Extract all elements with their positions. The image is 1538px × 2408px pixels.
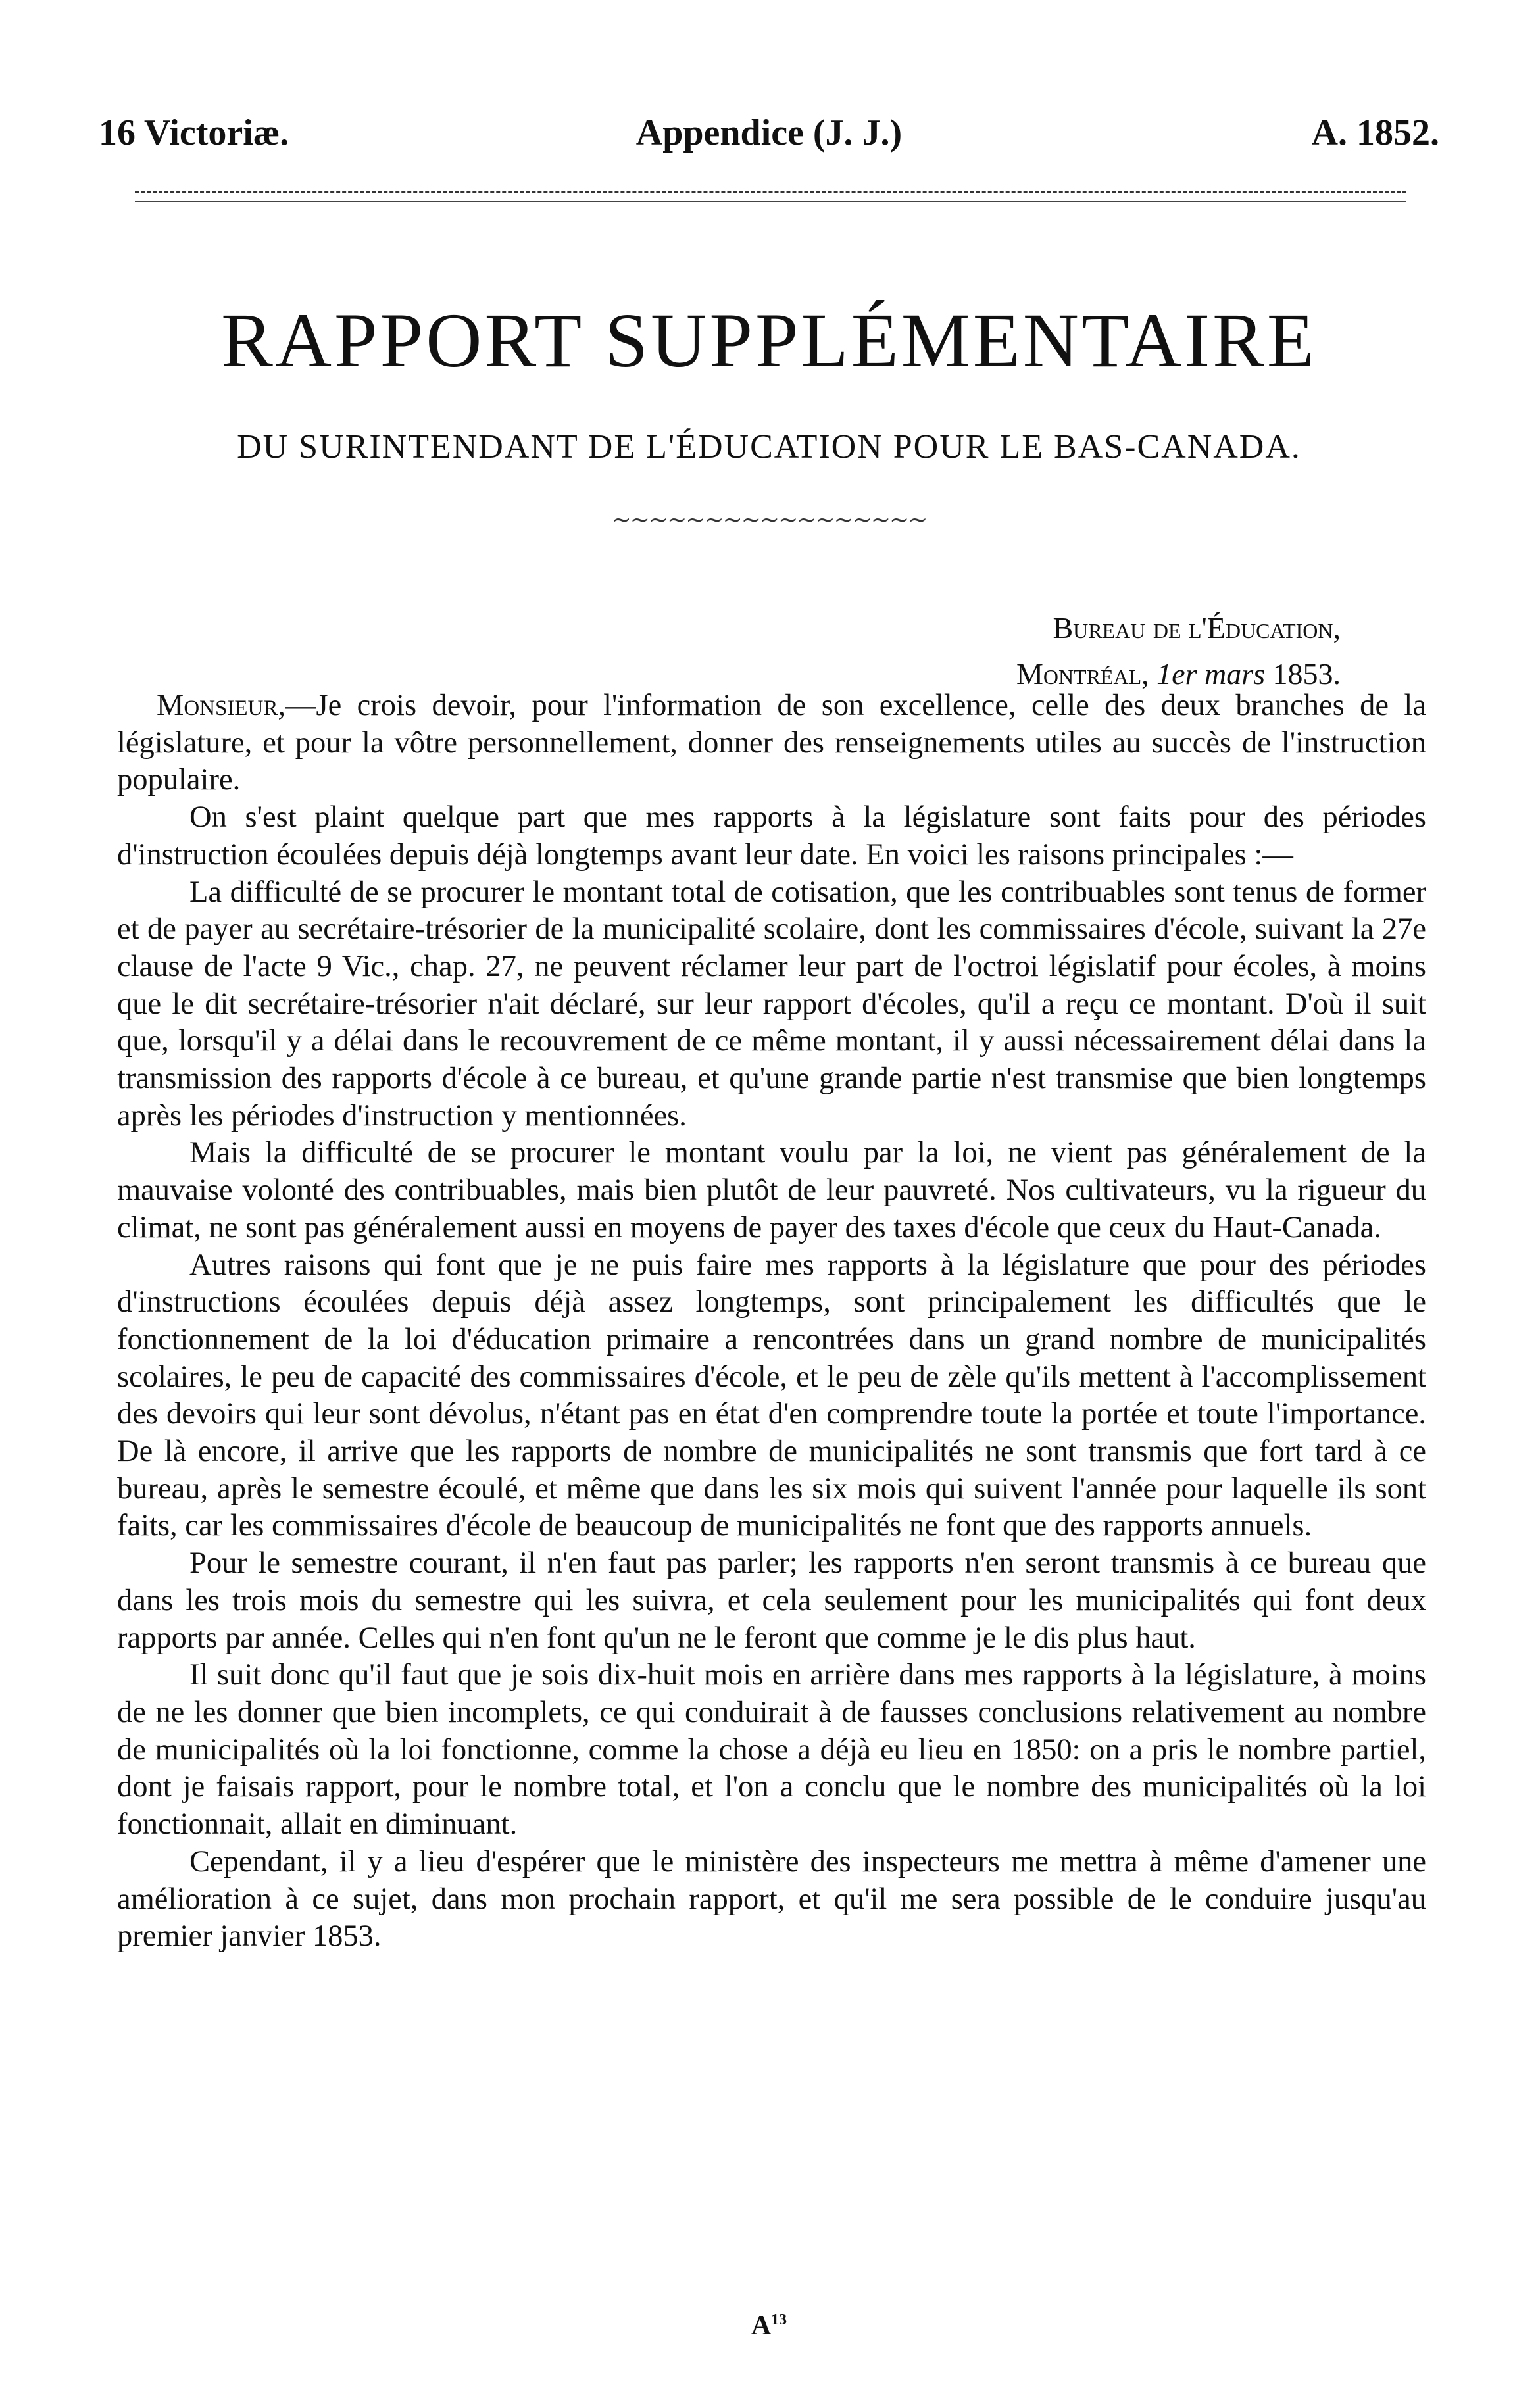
ornament-divider: ~~~~~~~~~~~~~~~~~ xyxy=(611,506,927,533)
header-appendix: Appendice (J. J.) xyxy=(635,112,903,153)
address-year: 1853. xyxy=(1272,657,1341,691)
paragraph-6: Pour le semestre courant, il n'en faut pas parler; les rapports n'en seront transmis à ce bureau que dans les trois mois du semestre qui les suivra, et cela seulement pour les municipalités qui font deux rapports par année. Celles qui n'en font qu'un ne le feront que comme je le dis plus haut. xyxy=(117,1546,1426,1655)
paragraph-1 xyxy=(117,687,1426,799)
document-subtitle: DU SURINTENDANT DE L'ÉDUCATION POUR LE BAS-CANADA. xyxy=(237,428,1301,466)
paragraph-3: La difficulté de se procurer le montant total de cotisation, que les contribuables sont tenus de former et de payer au secrétaire-trésorier de la municipalité scolaire, dont les commissaires d'école, suivant la 27e clause de l'acte 9 Vic., chap. 27, ne peuvent réclamer leur part de l'octroi législatif pour écoles, à moins que le dit secrétaire-trésorier n'ait déclaré, sur leur rapport d'écoles, qu'il a reçu ce montant. D'où il suit que, lorsqu'il y a délai dans le recouvrement de ce même montant, il y aussi nécessairement délai dans la transmission des rapports d'école à ce bureau, et qu'une grande partie n'est transmise que bien longtemps après les périodes d'instruction y mentionnées. xyxy=(117,875,1426,1133)
paragraph-7: Il suit donc qu'il faut que je sois dix-huit mois en arrière dans mes rapports à la législature, à moins de ne les donner que bien incomplets, ce qui conduirait à de fausses conclusions relativement au nombre de municipalités où la loi fonctionne, comme la chose a déjà eu lieu en 1850: on a pris le nombre partiel, dont je faisais rapport, pour le nombre total, et l'on a conclu que le nombre des municipalités où la loi fonctionnait, allait en diminuant. xyxy=(117,1658,1426,1842)
paragraph-8: Cependant, il y a lieu d'espérer que le ministère des inspecteurs me mettra à même d'amener une amélioration à ce sujet, dans mon prochain rapport, et qu'il me sera possible de le conduire jusqu'au premier janvier 1853. xyxy=(117,1844,1426,1953)
letter-body xyxy=(117,687,1426,1955)
salutation: Monsieur, xyxy=(157,689,285,722)
header-rule xyxy=(135,191,1406,202)
address-office: Bureau de l'Éducation, xyxy=(1053,611,1341,645)
document-title: RAPPORT SUPPLÉMENTAIRE xyxy=(221,297,1317,383)
header-session: 16 Victoriæ. xyxy=(99,112,289,153)
running-header xyxy=(99,112,1439,164)
address-date: 1er mars xyxy=(1156,657,1265,691)
letter-address xyxy=(1016,605,1341,697)
paragraph-5: Autres raisons qui font que je ne puis faire mes rapports à la législature que pour des périodes d'instructions écoulées depuis déjà assez longtemps, sont principalement les difficultés que le fonctionnement de la loi d'éducation primaire a rencontrées dans un grand nombre de municipalités scolaires, le peu de capacité des commissaires d'école, et le peu de zèle qu'ils mettent à l'accomplissement des devoirs qui leur sont dévolus, n'étant pas en état d'en comprendre toute la portée et toute l'importance. De là encore, il arrive que les rapports de nombre de municipalités ne sont transmis que fort tard à ce bureau, après le semestre écoulé, et même que dans les six mois qui suivent l'année pour laquelle ils sont faits, car les commissaires d'école de beaucoup de municipalités ne font que des rapports annuels. xyxy=(117,1248,1426,1543)
header-year: A. 1852. xyxy=(1311,112,1439,153)
address-city: Montréal, xyxy=(1016,657,1149,691)
signature-letter: A xyxy=(751,2311,772,2341)
signature-number: 13 xyxy=(771,2311,787,2328)
paragraph-4: Mais la difficulté de se procurer le montant voulu par la loi, ne vient pas généralement de la mauvaise volonté des contribuables, mais bien plutôt de leur pauvreté. Nos cultivateurs, vu la rigueur du climat, ne sont pas généralement aussi en moyens de payer des taxes d'école que ceux du Haut-Canada. xyxy=(117,1136,1426,1244)
paragraph-2: On s'est plaint quelque part que mes rapports à la législature sont faits pour des périodes d'instruction écoulées depuis déjà longtemps avant leur date. En voici les raisons principales :— xyxy=(117,800,1426,872)
paragraph-1-text: —Je crois devoir, pour l'information de son excellence, celle des deux branches de la législature, et pour la vôtre personnellement, donner des renseignements utiles au succès de l'instruction populaire. xyxy=(117,689,1426,797)
page-signature xyxy=(0,2310,1538,2342)
